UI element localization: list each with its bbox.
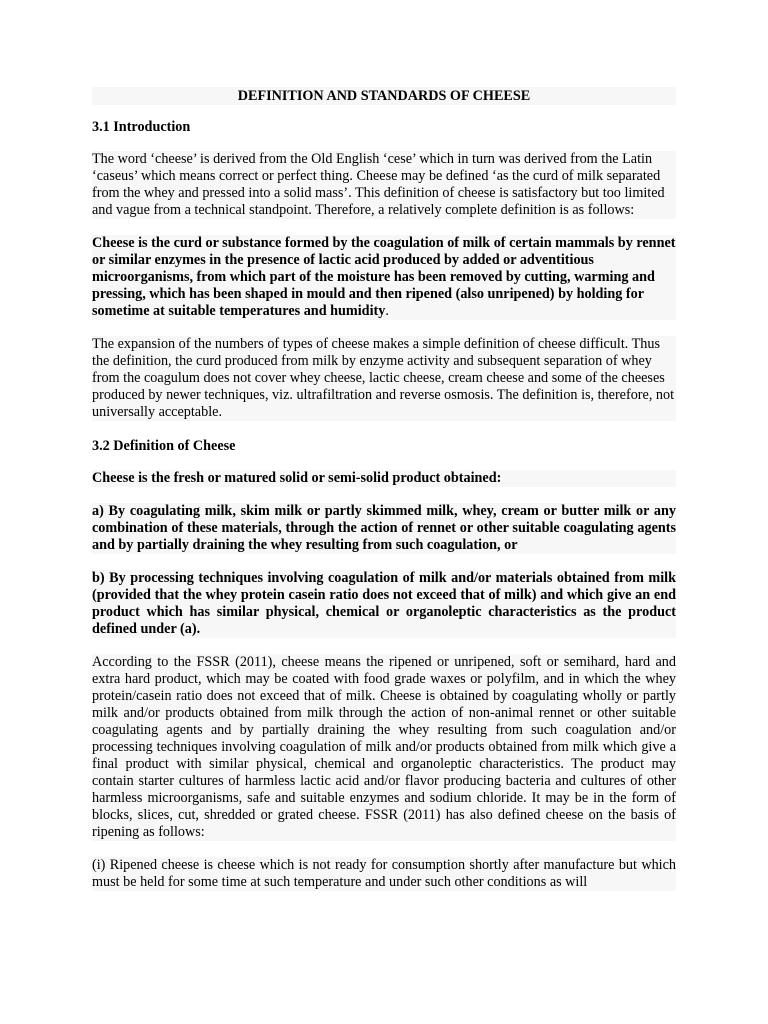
paragraph-ripened-cheese: (i) Ripened cheese is cheese which is not ready for consumption shortly after manufacture but which must be held for some time at such temperature and under such other conditions as will (92, 857, 676, 890)
complete-definition-text: Cheese is the curd or substance formed by the coagulation of milk of certain mammals by rennet or similar enzymes in the presence of lactic acid produced by added or adventitious microorganisms, from which part of the moisture has been removed by cutting, warming and pressing, which has been shaped in mould and then ripened (also unripened) by holding for sometime at suitable temperatures and humidity (92, 235, 676, 319)
paragraph-definition-intro: Cheese is the fresh or matured solid or semi-solid product obtained: (92, 470, 676, 487)
paragraph-definition-a: a) By coagulating milk, skim milk or partly skimmed milk, whey, cream or butter milk or any combination of these materials, through the action of rennet or other suitable coagulating agents and by partially draining the whey resulting from such coagulation, or (92, 503, 676, 553)
paragraph-expansion: The expansion of the numbers of types of cheese makes a simple definition of cheese difficult. Thus the definition, the curd produced from milk by enzyme activity and subsequent separation of whey from the coagulum does not cover whey cheese, lactic cheese, cream cheese and some of the cheeses produced by newer techniques, viz. ultrafiltration and reverse osmosis. The definition is, therefore, not universally acceptable. (92, 336, 675, 420)
paragraph-fssr-definition: According to the FSSR (2011), cheese means the ripened or unripened, soft or semihard, hard and extra hard product, which may be coated with food grade waxes or polyfilm, and in which the whey protein/casein ratio does not exceed that of milk. Cheese is obtained by coagulating wholly or partly milk and/or products obtained from milk through the action of non-animal rennet or other suitable coagulating agents and by partially draining the whey resulting from such coagulation and/or processing techniques involving coagulation of milk and/or products obtained from milk which give a final product with similar physical, chemical and organoleptic characteristics. The product may contain starter cultures of harmless lactic acid and/or flavor producing bacteria and cultures of other harmless microorganisms, safe and suitable enzymes and sodium chloride. It may be in the form of blocks, slices, cut, shredded or grated cheese. FSSR (2011) has also defined cheese on the basis of ripening as follows: (92, 654, 676, 840)
document-title: DEFINITION AND STANDARDS OF CHEESE (92, 87, 676, 105)
paragraph-complete-definition (92, 235, 676, 320)
section-heading-definition: 3.2 Definition of Cheese (92, 437, 676, 455)
paragraph-etymology: The word ‘cheese’ is derived from the Old English ‘cese’ which in turn was derived from the Latin ‘caseus’ which means correct or perfect thing. Cheese may be defined ‘as the curd of milk separated from the whey and pressed into a solid mass’. This definition of cheese is satisfactory but too limited and vague from a technical standpoint. Therefore, a relatively complete definition is as follows: (92, 151, 676, 219)
section-heading-introduction: 3.1 Introduction (92, 118, 676, 136)
complete-definition-period: . (385, 303, 389, 319)
paragraph-definition-b: b) By processing techniques involving coagulation of milk and/or materials obtained from milk (provided that the whey protein casein ratio does not exceed that of milk) and which give an end product which has similar physical, chemical or organoleptic characteristics as the product defined under (a). (92, 570, 676, 637)
document-page (92, 87, 676, 891)
